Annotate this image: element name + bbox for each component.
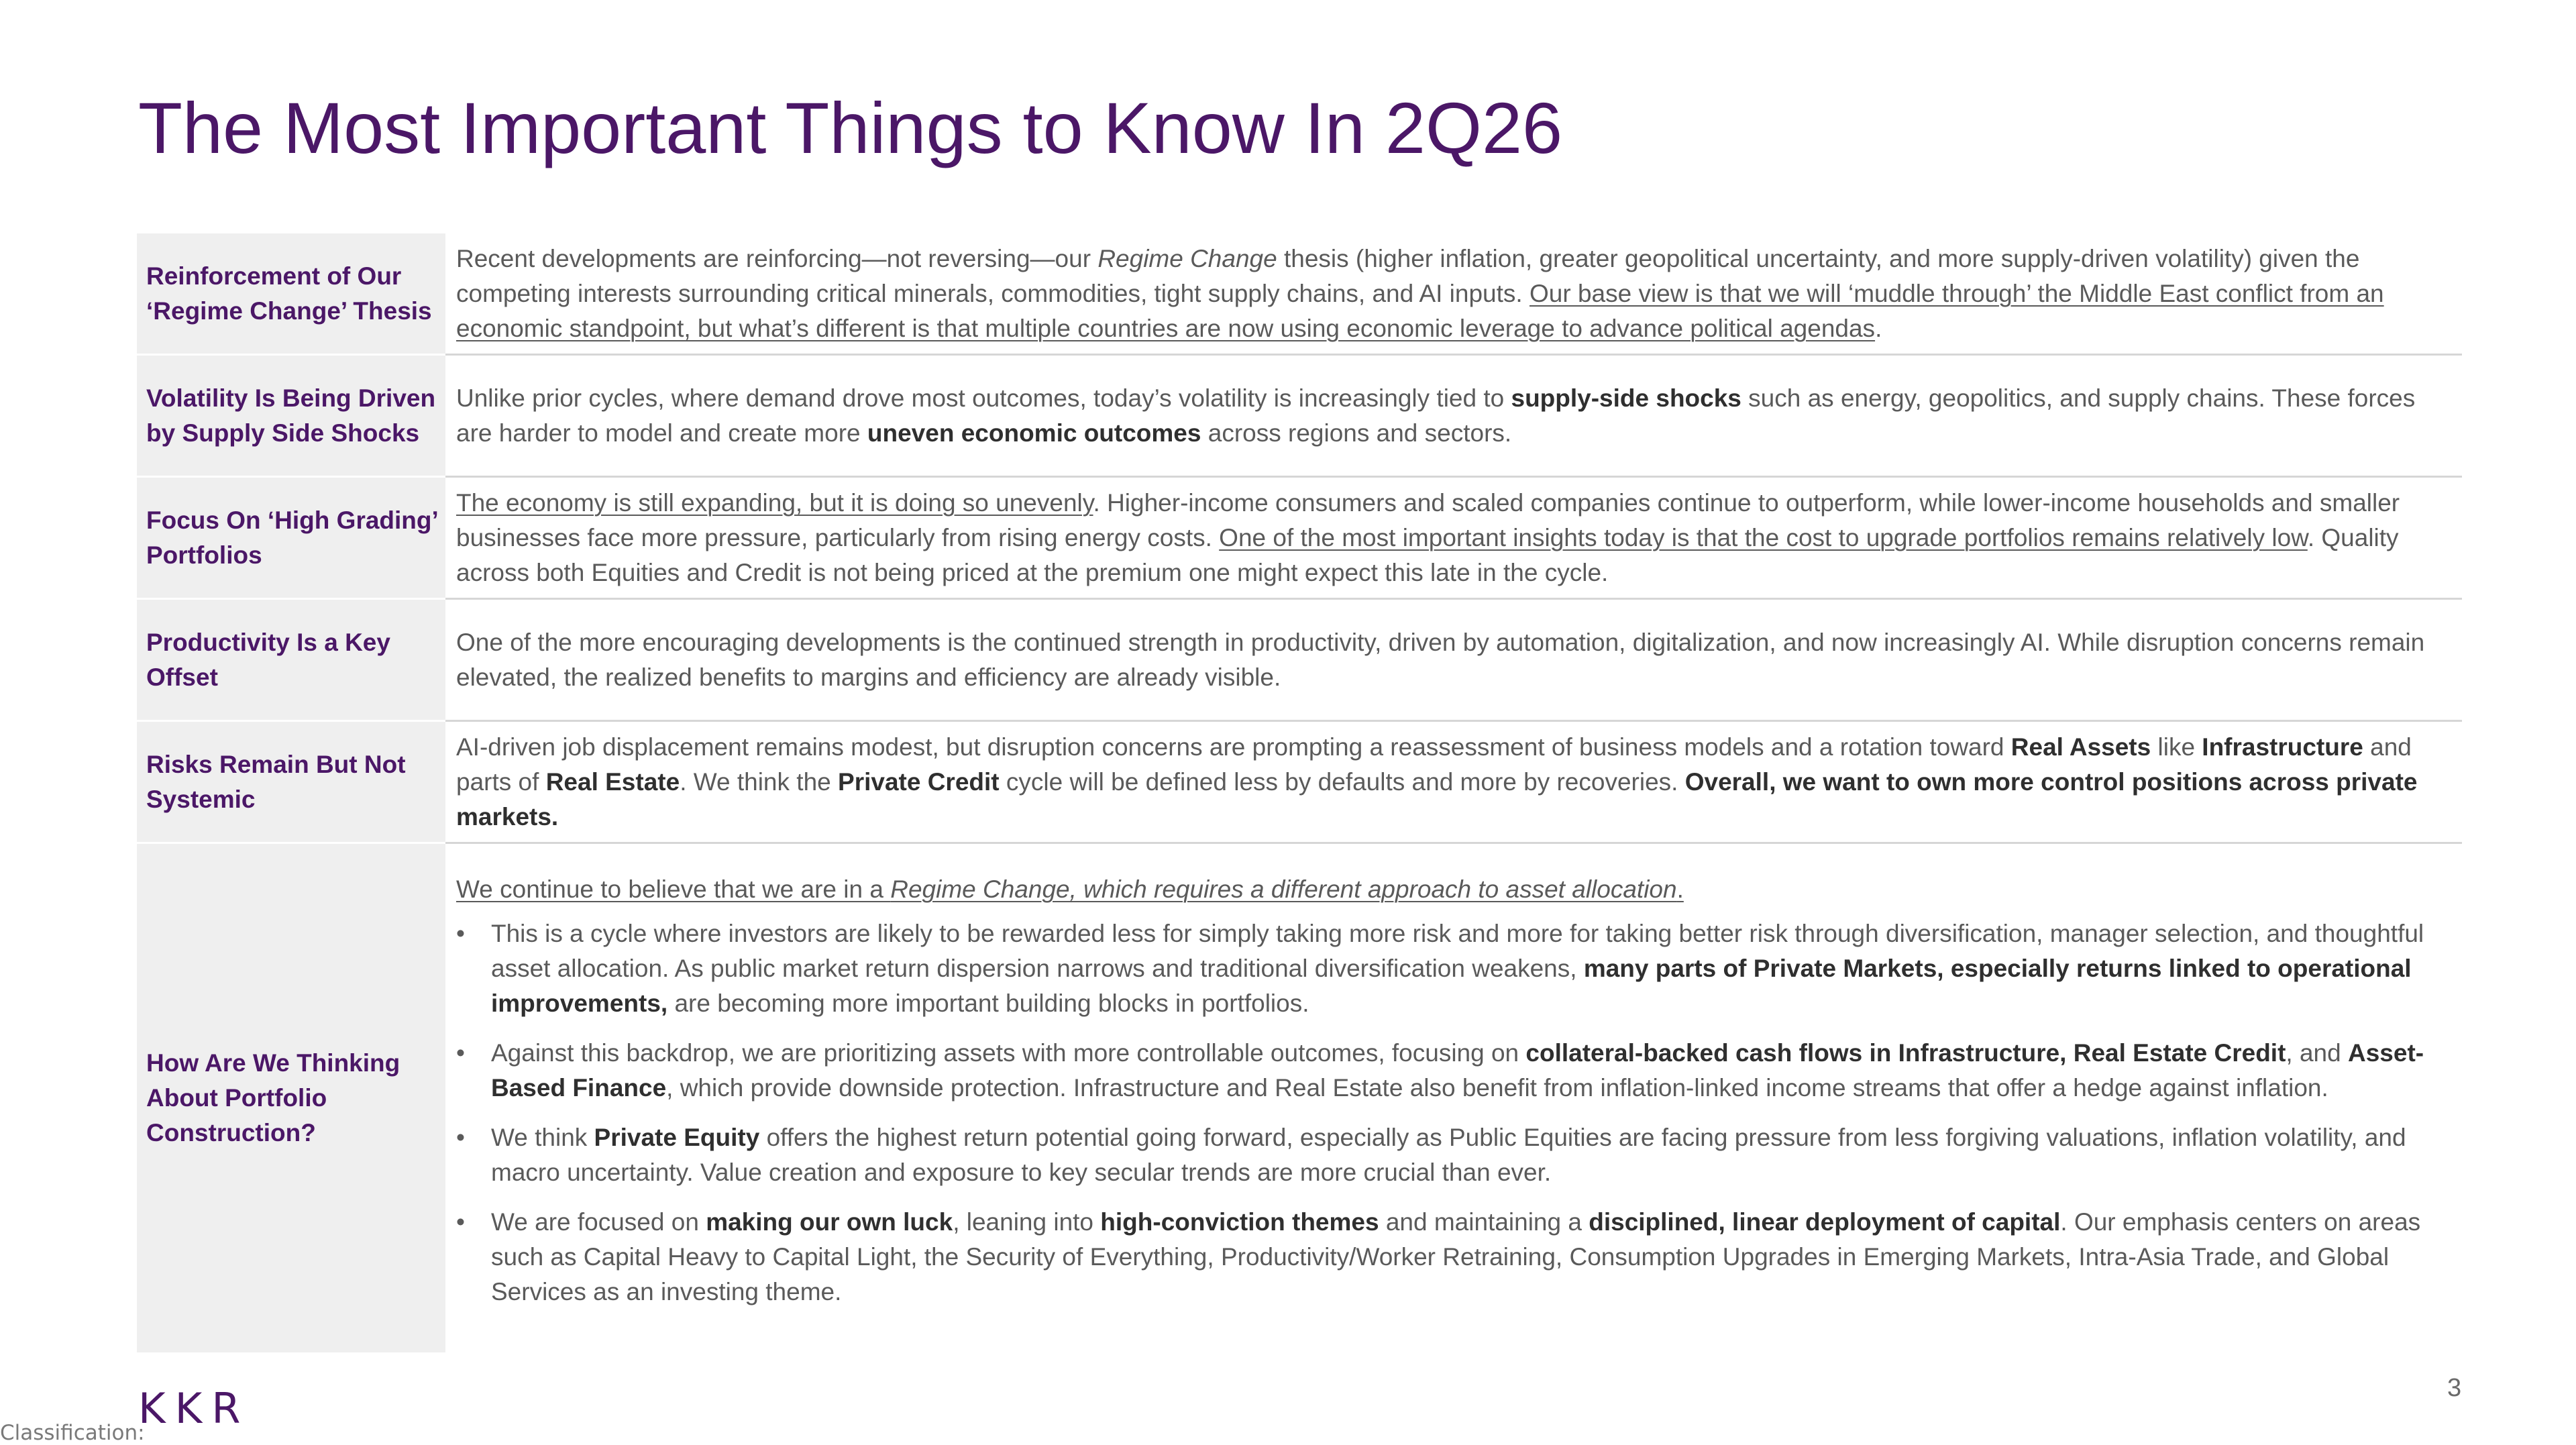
- text-italic: Regime Change: [1097, 244, 1277, 272]
- row-content-supply-shocks: [445, 356, 2462, 478]
- text-run: thesis (higher inflation, greater geopolitical uncertainty, and more supply-driven volatility) given the competing interests surrounding critical minerals, commodities, tight supply chains, and AI inputs.: [456, 244, 2360, 307]
- row-paragraph: [456, 242, 2455, 346]
- row-label-productivity: [137, 600, 445, 722]
- text-run: . Quality across both Equities and Credit is not being priced at the premium one might expect this late in the cycle.: [456, 523, 2399, 586]
- row-content-productivity: [445, 600, 2462, 722]
- page-title: The Most Important Things to Know In 2Q26: [138, 87, 1563, 168]
- text-run: , and: [2286, 1039, 2348, 1067]
- kkr-logo: KKR: [138, 1384, 250, 1433]
- text-underlined: [456, 875, 1684, 903]
- row-paragraph: [456, 381, 2455, 451]
- row-content-high-grading: [445, 478, 2462, 600]
- text-bold: Asset-Based Finance: [491, 1039, 2424, 1102]
- text-bold: Overall, we want to own more control positions across private markets.: [456, 767, 2418, 831]
- key-points-table: [137, 233, 2462, 1352]
- text-run: Unlike prior cycles, where demand drove most outcomes, today’s volatility is increasingly tied to: [456, 384, 1511, 412]
- text-run: like: [2151, 733, 2202, 761]
- bullet-list: [456, 916, 2455, 1309]
- text-underlined: Our base view is that we will ‘muddle through’ the Middle East conflict from an economic standpoint, but what’s different is that multiple countries are now using economic leverage to advance political agendas: [456, 279, 2384, 342]
- row-label-text: Volatility Is Being Driven by Supply Side Shocks: [146, 384, 436, 447]
- text-run: Recent developments are reinforcing—not reversing—our: [456, 244, 1098, 272]
- text-run: such as energy, geopolitics, and supply chains. These forces are harder to model and create more: [456, 384, 2416, 447]
- row-label-regime-change: [137, 233, 445, 356]
- text-run: Against this backdrop, we are prioritizing assets with more controllable outcomes, focusing on: [491, 1039, 1526, 1067]
- text-bold: collateral-backed cash flows in Infrastructure, Real Estate Credit: [1525, 1039, 2286, 1067]
- text-run: , which provide downside protection. Infrastructure and Real Estate also benefit from inflation-linked income streams that offer a hedge against inflation.: [666, 1074, 2328, 1102]
- text-bold: Real Assets: [2010, 733, 2151, 761]
- text-run: . Higher-income consumers and scaled companies continue to outperform, while lower-income households and smaller businesses face more pressure, particularly from rising energy costs.: [456, 488, 2400, 551]
- row-label-text: How Are We Thinking About Portfolio Construction?: [146, 1049, 400, 1146]
- text-run: and parts of: [456, 733, 2412, 796]
- row-content-risks: [445, 722, 2462, 844]
- row-label-supply-shocks: [137, 356, 445, 478]
- text-run: We continue to believe that we are in a: [456, 875, 891, 903]
- bullet-item: [456, 1205, 2455, 1309]
- text-run: , leaning into: [953, 1208, 1101, 1236]
- text-run: We think: [491, 1124, 594, 1151]
- text-underlined: The economy is still expanding, but it is doing so unevenly: [456, 488, 1093, 517]
- classification-label: Classification:: [0, 1421, 145, 1445]
- text-run: .: [1676, 875, 1684, 903]
- text-run: . Our emphasis centers on areas such as Capital Heavy to Capital Light, the Security of Everything, Productivity/Worker Retraining, Consumption Upgrades in Emerging Markets, Intra-Asia Trade, and Global Services as an investing theme.: [491, 1208, 2421, 1305]
- bullet-item: [456, 916, 2455, 1021]
- row-body: [456, 872, 2455, 1324]
- row-paragraph: One of the more encouraging developments is the continued strength in productivity, driven by automation, digitalization, and now increasingly AI. While disruption concerns remain elevated, the realized benefits to margins and efficiency are already visible.: [456, 628, 2425, 691]
- text-bold: Private Credit: [838, 767, 1000, 796]
- text-run: We are focused on: [491, 1208, 706, 1236]
- row-label-text: Risks Remain But Not Systemic: [146, 750, 406, 813]
- row-label-text: Reinforcement of Our ‘Regime Change’ Thesis: [146, 262, 432, 325]
- text-bold: supply-side shocks: [1511, 384, 1741, 412]
- text-bold: many parts of Private Markets, especially returns linked to operational improvements,: [491, 955, 2412, 1017]
- bullet-item: [456, 1036, 2455, 1106]
- row-label-text: Productivity Is a Key Offset: [146, 628, 390, 691]
- text-run: and maintaining a: [1379, 1208, 1589, 1236]
- bullet-item: [456, 1120, 2455, 1190]
- text-run: are becoming more important building blocks in portfolios.: [667, 989, 1309, 1017]
- text-run: offers the highest return potential going forward, especially as Public Equities are facing pressure from less forgiving valuations, inflation volatility, and macro uncertainty. Value creation and exposure to key secular trends are more crucial than ever.: [491, 1124, 2406, 1186]
- row-label-text: Focus On ‘High Grading’ Portfolios: [146, 506, 437, 569]
- text-italic: Regime Change, which requires a different approach to asset allocation: [890, 875, 1677, 903]
- text-bold: Private Equity: [594, 1124, 760, 1151]
- text-bold: high-conviction themes: [1100, 1208, 1379, 1236]
- text-run: cycle will be defined less by defaults and more by recoveries.: [999, 767, 1685, 796]
- text-run: .: [1875, 314, 1882, 342]
- text-bold: uneven economic outcomes: [867, 419, 1201, 447]
- page-number: 3: [2447, 1374, 2462, 1402]
- row-paragraph: [456, 486, 2455, 590]
- text-underlined: One of the most important insights today is that the cost to upgrade portfolios remains relatively low: [1219, 523, 2308, 551]
- row-label-portfolio-construction: [137, 844, 445, 1352]
- row-label-high-grading: [137, 478, 445, 600]
- text-run: across regions and sectors.: [1201, 419, 1512, 447]
- row-intro: [456, 872, 2455, 907]
- row-content-portfolio-construction: [445, 844, 2462, 1352]
- row-content-regime-change: [445, 233, 2462, 356]
- text-bold: Infrastructure: [2202, 733, 2363, 761]
- row-paragraph: [456, 730, 2455, 835]
- text-bold: Real Estate: [545, 767, 680, 796]
- text-run: . We think the: [680, 767, 839, 796]
- row-label-risks: [137, 722, 445, 844]
- text-run: This is a cycle where investors are likely to be rewarded less for simply taking more risk and more for taking better risk through diversification, manager selection, and thoughtful asset allocation. As public market return dispersion narrows and traditional diversification weakens,: [491, 920, 2424, 982]
- text-run: AI-driven job displacement remains modest, but disruption concerns are prompting a reassessment of business models and a rotation toward: [456, 733, 2011, 761]
- text-bold: disciplined, linear deployment of capital: [1589, 1208, 2061, 1236]
- text-bold: making our own luck: [706, 1208, 953, 1236]
